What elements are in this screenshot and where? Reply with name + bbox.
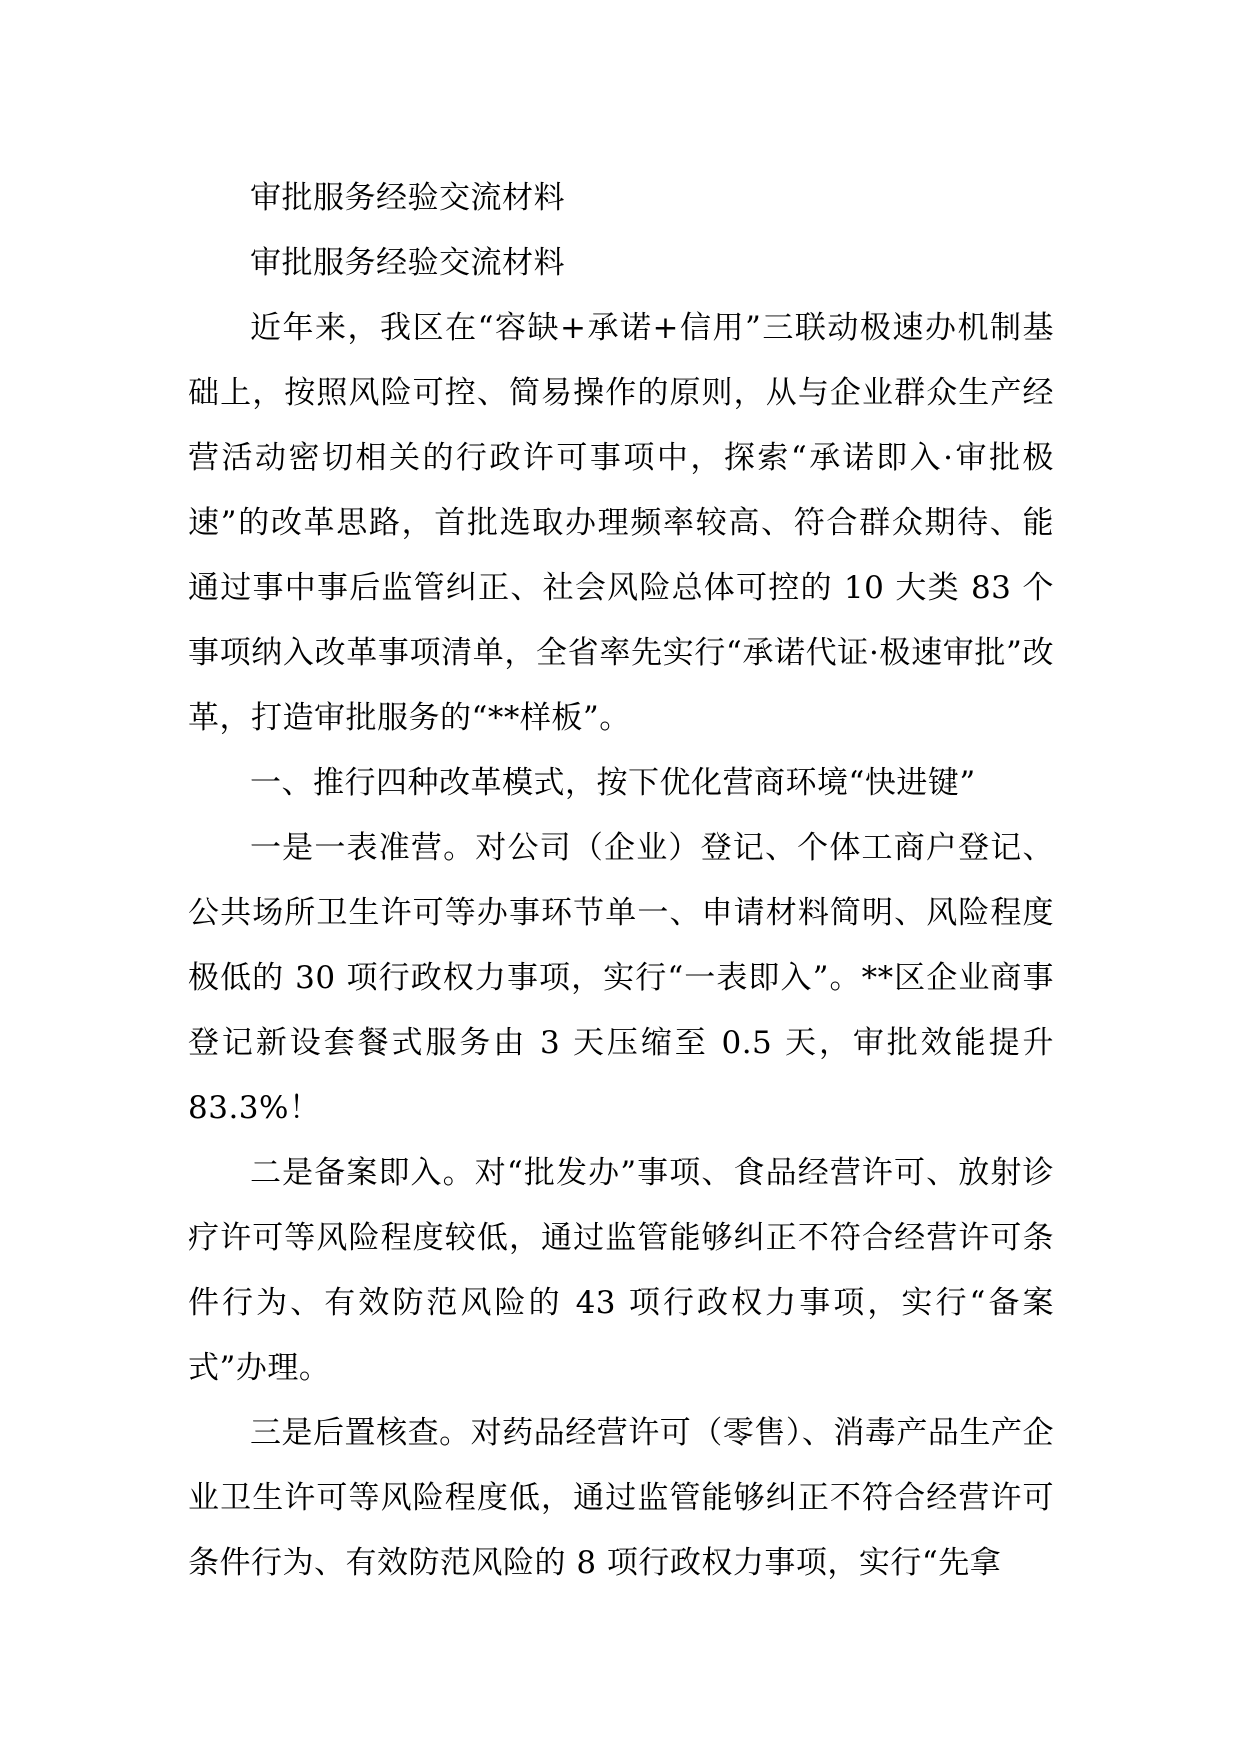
- paragraph-item-1: 一是一表准营。对公司（企业）登记、个体工商户登记、公共场所卫生许可等办事环节单一、申请材料简明、风险程度极低的 30 项行政权力事项，实行“一表即入”。**区企业商事登记新设套餐式服务由 3 天压缩至 0.5 天，审批效能提升 83.3%！: [188, 830, 1054, 1126]
- paragraph-item-2: 二是备案即入。对“批发办”事项、食品经营许可、放射诊疗许可等风险程度较低，通过监管能够纠正不符合经营许可条件行为、有效防范风险的 43 项行政权力事项，实行“备案式”办理。: [188, 1155, 1054, 1386]
- document-body: [188, 166, 1054, 1596]
- paragraph-intro: 近年来，我区在“容缺+承诺+信用”三联动极速办机制基础上，按照风险可控、简易操作的原则，从与企业群众生产经营活动密切相关的行政许可事项中，探索“承诺即入·审批极速”的改革思路，首批选取办理频率较高、符合群众期待、能通过事中事后监管纠正、社会风险总体可控的 10 大类 83 个事项纳入改革事项清单，全省率先实行“承诺代证·极速审批”改革，打造审批服务的“**样板”。: [188, 310, 1054, 736]
- paragraph-item-3: 三是后置核查。对药品经营许可（零售）、消毒产品生产企业卫生许可等风险程度低，通过监管能够纠正不符合经营许可条件行为、有效防范风险的 8 项行政权力事项，实行“先拿: [188, 1415, 1054, 1581]
- section-heading: 一、推行四种改革模式，按下优化营商环境“快进键”: [250, 765, 976, 801]
- document-title: 审批服务经验交流材料: [250, 180, 565, 216]
- document-subtitle: 审批服务经验交流材料: [250, 245, 565, 281]
